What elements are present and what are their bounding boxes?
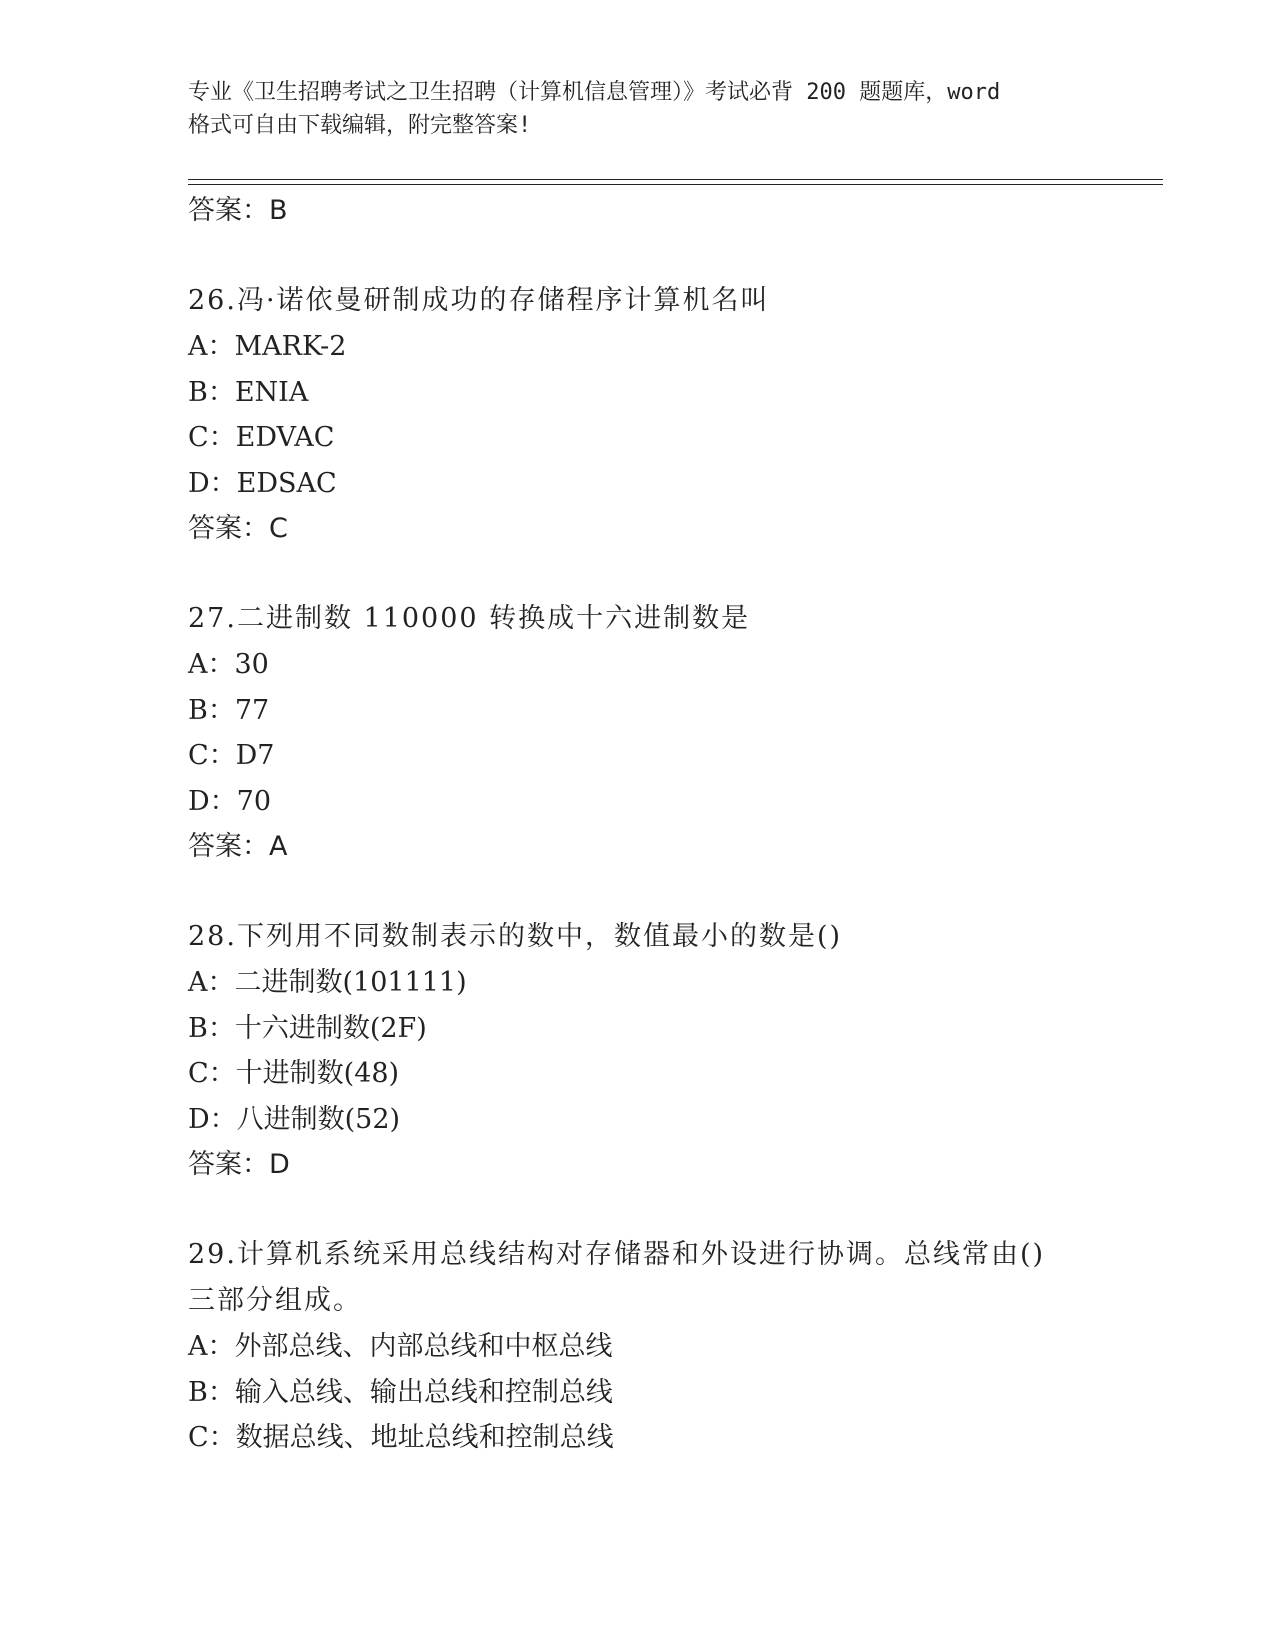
option-a: A：外部总线、内部总线和中枢总线 xyxy=(188,1331,613,1362)
option-b: B：十六进制数(2F) xyxy=(188,1012,427,1044)
question-27 xyxy=(188,596,1138,870)
option-b: B：输入总线、输出总线和控制总线 xyxy=(188,1376,613,1408)
option-c: C：数据总线、地址总线和控制总线 xyxy=(188,1422,614,1453)
option-d: D：EDSAC xyxy=(188,467,337,499)
question-26 xyxy=(188,278,1138,552)
answer-line: 答案：D xyxy=(188,1149,290,1180)
option-a: A：30 xyxy=(188,649,269,680)
question-29 xyxy=(188,1232,1138,1461)
option-a: A：MARK-2 xyxy=(188,331,347,362)
question-stem: 26.冯·诺依曼研制成功的存储程序计算机名叫 xyxy=(188,285,770,316)
question-stem: 28.下列用不同数制表示的数中，数值最小的数是() xyxy=(188,921,843,952)
header-line-1: 专业《卫生招聘考试之卫生招聘（计算机信息管理）》考试必背 200 题题库，word xyxy=(188,80,1001,105)
option-d: D：70 xyxy=(188,785,272,817)
document-header xyxy=(188,76,1088,142)
question-list xyxy=(188,188,1138,1461)
option-c: C：EDVAC xyxy=(188,422,335,453)
question-stem: 27.二进制数 110000 转换成十六进制数是 xyxy=(188,603,751,634)
option-b: B：ENIA xyxy=(188,376,309,408)
option-d: D：八进制数(52) xyxy=(188,1103,401,1135)
question-28 xyxy=(188,914,1138,1188)
option-b: B：77 xyxy=(188,694,270,726)
option-c: C：十进制数(48) xyxy=(188,1058,400,1089)
header-divider-top xyxy=(188,179,1163,180)
answer-line: 答案：C xyxy=(188,513,288,544)
answer-line: 答案：A xyxy=(188,831,288,862)
option-c: C：D7 xyxy=(188,740,275,771)
header-divider-bottom xyxy=(188,184,1163,185)
question-stem: 29.计算机系统采用总线结构对存储器和外设进行协调。总线常由()三部分组成。 xyxy=(188,1239,1046,1316)
header-line-2: 格式可自由下载编辑，附完整答案! xyxy=(188,113,532,138)
previous-answer: 答案：B xyxy=(188,195,288,226)
option-a: A：二进制数(101111) xyxy=(188,967,467,998)
